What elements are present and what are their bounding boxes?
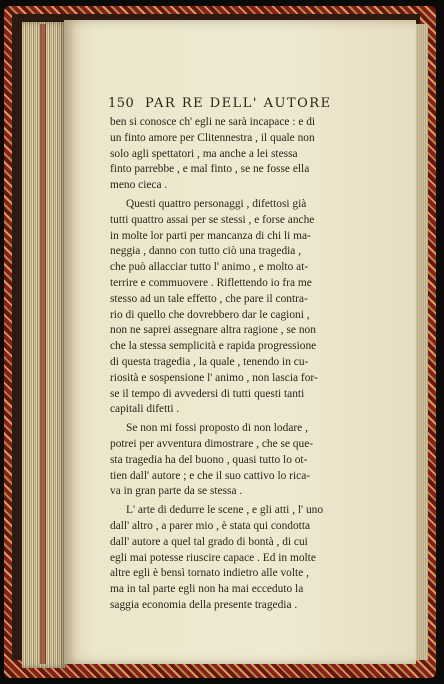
running-head	[108, 96, 408, 111]
text-line: meno cieca .	[110, 179, 168, 192]
text-line: egli mai potesse riuscire capace . Ed in molte	[110, 551, 316, 564]
text-line: tien dall' autore ; e che il suo cattivo lo rica-	[110, 469, 311, 482]
text-line: solo agli spettatori , ma anche a lei stessa	[110, 147, 298, 160]
text-line: va in gran parte da se stessa .	[110, 485, 243, 498]
text-line: dall' altro , a parer mio , è stata qui condotta	[110, 519, 311, 532]
text-line: potrei per avventura dimostrare , che se que-	[110, 437, 314, 450]
text-line: stesso ad un tale effetto , che pare il contra-	[110, 292, 308, 305]
text-line: neggia , danno con tutto ciò una tragedia ,	[110, 245, 302, 258]
page-edge-stain	[40, 24, 46, 664]
text-line: non ne saprei assegnare altra ragione , se non	[110, 324, 316, 337]
text-line: altre egli è bensì tornato indietro alle volte ,	[110, 567, 309, 580]
text-line: rio di quello che dovrebbero dar le cagioni ,	[110, 308, 310, 321]
page-number: 150	[108, 96, 135, 111]
text-line: dall' autore a quel tal grado di bontà , di cui	[110, 535, 308, 548]
text-line: Questi quattro personaggi , difettosi già	[126, 197, 307, 210]
text-line: L' arte di dedurre le scene , e gli atti , l' uno	[126, 504, 324, 517]
text-line: ma in tal parte egli non ha mai ecceduto la	[110, 583, 304, 596]
text-line: che può allacciar tutto l' animo , e molto at-	[110, 261, 309, 274]
text-line: ben si conosce ch' egli ne sarà incapace : e di	[110, 116, 316, 128]
text-line: Se non mi fossi proposto di non lodare ,	[126, 422, 308, 435]
page-right-edges	[416, 24, 428, 660]
text-line: terrire e commuovere . Riflettendo io fra me	[110, 276, 312, 289]
running-title: PAR RE DELL' AUTORE	[144, 96, 332, 111]
text-line: tutti quattro assai per se stessi , e forse anche	[110, 213, 315, 226]
text-line: capitali difetti .	[110, 403, 180, 416]
text-line: di questa tragedia , la quale , tenendo in cu-	[110, 355, 309, 368]
text-line: riosità e sospensione l' animo , non lascia for-	[110, 371, 318, 384]
text-line: saggia economia della presente tragedia .	[110, 598, 298, 611]
text-line: se il tempo di avvedersi di tutti questi tanti	[110, 387, 305, 400]
text-line: che la stessa semplicità e rapida progressione	[110, 340, 317, 353]
body-text	[110, 115, 406, 614]
text-line: finto parrebbe , e mal finto , se ne fosse ella	[110, 163, 310, 176]
text-line: sta tragedia ha del buono , quasi tutto lo ot-	[110, 453, 308, 466]
text-line: un finto amore per Clitennestra , il quale non	[110, 131, 315, 144]
text-line: in molte lor parti per mancanza di chi li ma-	[110, 229, 311, 242]
